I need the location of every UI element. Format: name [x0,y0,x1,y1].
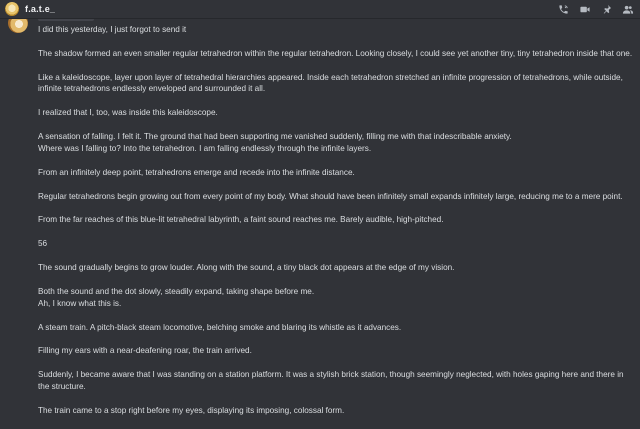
message-paragraph [38,262,634,274]
message-paragraph [38,72,634,95]
message-paragraph [38,131,634,154]
message-paragraph [38,24,634,36]
message-paragraph [38,322,634,334]
channel-name[interactable]: f.a.t.e_ [25,4,56,14]
message-paragraph [38,369,634,392]
message-line: The train came to a stop right before my eyes, displaying its imposing, colossal form. [38,405,345,415]
author-avatar[interactable] [8,19,28,33]
message-paragraph [38,167,634,179]
message-paragraph [38,286,634,309]
message-paragraph [38,345,634,357]
message-line: A steam train. A pitch-black steam locomotive, belching smoke and blaring its whistle as it advances. [38,322,402,332]
message-line: The shadow formed an even smaller regular tetrahedron within the regular tetrahedron. Looking closely, I could see yet another tiny, tiny tetrahedron inside that one. [38,48,633,58]
channel-header [0,0,640,19]
message-line: Ah, I know what this is. [38,298,122,308]
message-line: Where was I falling to? Into the tetrahedron. I am falling endlessly through the infinite layers. [38,143,372,153]
message-line: Filling my ears with a near-deafening roar, the train arrived. [38,346,252,356]
message-line: Both the sound and the dot slowly, steadily expand, taking shape before me. [38,287,315,297]
message-paragraph [38,214,634,226]
message-line: I did this yesterday, I just forgot to send it [38,25,187,34]
message-paragraph [38,107,634,119]
message-line: 56 [38,239,48,249]
message-list[interactable] [0,19,640,429]
pin-icon[interactable] [601,4,612,15]
message-line: Like a kaleidoscope, layer upon layer of tetrahedral hierarchies appeared. Inside each tetrahedron stretched an infinite progression of tetrahedrons, while outside, infinite tetrahedrons endlessly enveloped and surrounded it all. [38,72,623,94]
message-line: From an infinitely deep point, tetrahedrons emerge and recede into the infinite distance. [38,167,355,177]
message-content [38,24,634,429]
message-line: I realized that I, too, was inside this kaleidoscope. [38,108,218,118]
channel-avatar[interactable] [5,2,19,16]
author-name-stub [38,19,94,21]
message-line: A sensation of falling. I felt it. The ground that had been supporting me vanished suddenly, filling me with that indescribable anxiety. [38,132,512,142]
video-call-icon[interactable] [579,4,591,15]
message-line: From the far reaches of this blue-lit tetrahedral labyrinth, a faint sound reaches me. Barely audible, high-pitched. [38,215,444,225]
members-icon[interactable] [622,4,634,15]
message-paragraph [38,405,634,417]
message-paragraph [38,191,634,203]
message-paragraph [38,238,634,250]
message-paragraph [38,48,634,60]
message-line: Suddenly, I became aware that I was standing on a station platform. It was a stylish brick station, though seemingly neglected, with holes gaping here and there in the structure. [38,370,624,391]
message-line: The sound gradually begins to grow louder. Along with the sound, a tiny black dot appears at the edge of my vision. [38,263,455,273]
header-toolbar [558,0,634,18]
message-line: Regular tetrahedrons begin growing out from every point of my body. What should have been infinitely small expands infinitely large, reducing me to a mere point. [38,191,623,201]
phone-call-icon[interactable] [558,4,569,15]
